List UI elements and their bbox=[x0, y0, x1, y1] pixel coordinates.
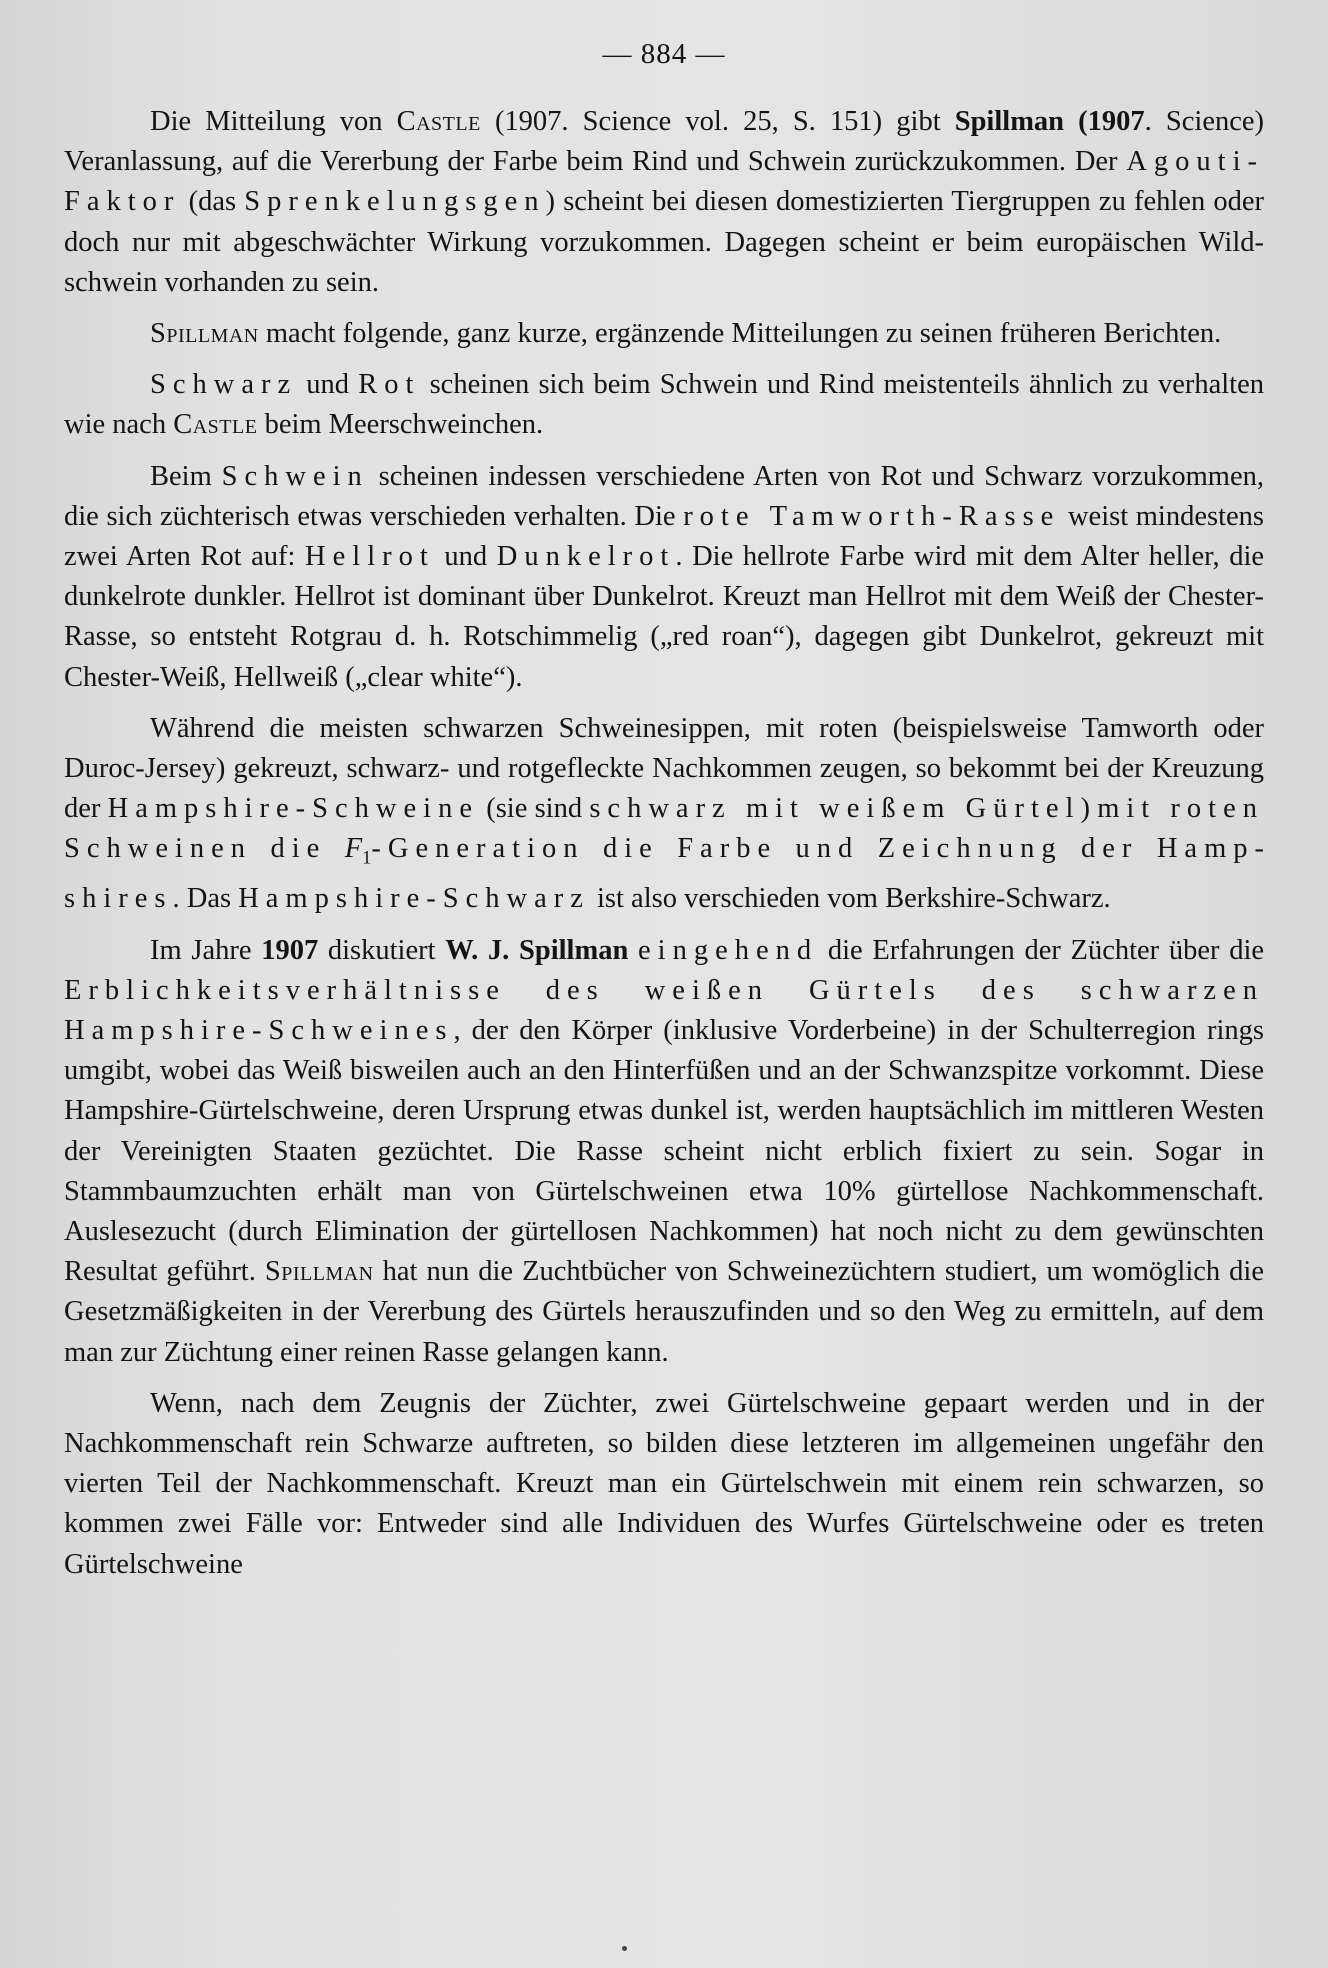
text-run: eingehend bbox=[638, 934, 819, 966]
text-run: Hampshire-Schweine bbox=[107, 793, 479, 825]
text-run: beim Meerschweinchen. bbox=[257, 409, 544, 441]
text-run: Schwein bbox=[221, 460, 369, 492]
text-run: Castle bbox=[173, 409, 258, 441]
text-run bbox=[628, 935, 638, 966]
text-run: -Generation die Farbe und Zeichnung der Hampshires bbox=[64, 833, 1264, 915]
text-run: Castle bbox=[396, 106, 481, 137]
text-run: (sie sind bbox=[478, 793, 590, 825]
text-run: (1907 bbox=[1078, 106, 1145, 137]
text-run: 1907 bbox=[261, 934, 319, 966]
text-run: mit roten Schweinen die bbox=[64, 793, 1264, 865]
text-run: die Erfahrungen der Züchter über die bbox=[818, 934, 1265, 966]
text-run: scheinen indessen verschiedene Arten von Rot und Schwarz vorzukommen, die sich züchterisch etwas verschieden verhalten. Die bbox=[64, 460, 1264, 532]
text-run: scheinen sich beim Schwein und Rind meistenteils ähnlich zu verhalten wie nach bbox=[64, 369, 1264, 441]
text-run: schwarz mit weißem Gürtel bbox=[589, 793, 1081, 825]
text-run: Dunkelrot bbox=[496, 541, 676, 573]
page-number: — 884 — bbox=[602, 38, 726, 70]
text-run: Spillman bbox=[264, 1256, 374, 1288]
paragraph bbox=[64, 1384, 1264, 1585]
text-run: Spillman bbox=[954, 106, 1065, 137]
text-run: macht folgende, ganz kurze, ergänzende Mitteilungen zu seinen früheren Berichten. bbox=[258, 318, 1222, 350]
text-run: Erblichkeitsverhältnisse des weißen Gürtels des schwarzen Hampshire-Schweines bbox=[64, 974, 1264, 1046]
text-run: . Science) Veranlassung, auf die Vererbung der Farbe beim Rind und Schwein zurückzukommen. Der bbox=[64, 106, 1265, 178]
text-run: ) bbox=[1080, 793, 1098, 825]
text-run: . Die hellrote Farbe wird mit dem Alter heller, die dunkelrote dunkler. Hellrot ist dominant über Dunkelrot. Kreuzt man Hellrot mit dem Weiß der Chester-Rasse, so entsteht Rotgrau d. h. Rotschimmelig („red roan“), dagegen gibt Dunkelrot, gekreuzt mit Chester-Weiß, Hellweiß („clear white“). bbox=[64, 541, 1265, 693]
text-run: (das bbox=[180, 186, 245, 218]
text-run: 1 bbox=[362, 848, 372, 870]
text-run: Schwarz bbox=[150, 369, 298, 401]
text-run: Während die meisten schwarzen Schweinesippen, mit roten (beispielsweise Tamworth oder Duroc-Jersey) gekreuzt, schwarz- und rotgefleckte Nachkommen zeugen, so bekommt bei der Kreuzung der bbox=[64, 712, 1264, 825]
text-run: Rot bbox=[358, 369, 421, 401]
text-run: F bbox=[344, 833, 363, 865]
text-run: weist mindestens zwei Arten Rot auf: bbox=[64, 500, 1264, 573]
text-run: diskutiert bbox=[318, 934, 446, 966]
text-run: und bbox=[434, 541, 497, 573]
text-run: Beim bbox=[150, 460, 222, 492]
paragraph bbox=[64, 365, 1264, 445]
text-run: rote Tamworth-Rasse bbox=[683, 500, 1061, 532]
print-speck bbox=[622, 1946, 627, 1951]
text-run: hat nun die Zuchtbücher von Schweinezüchtern studiert, um womöglich die Gesetzmäßigkeiten in der Vererbung des Gürtels herauszufinden und so den Weg zu ermitteln, auf dem man zur Züchtung einer reinen Rasse gelangen kann. bbox=[64, 1256, 1264, 1368]
text-body bbox=[64, 102, 1264, 1596]
text-run: Spillman bbox=[150, 318, 259, 350]
text-run: Hellrot bbox=[305, 541, 435, 573]
paragraph bbox=[64, 931, 1264, 1373]
text-run: Die Mitteilung von bbox=[150, 106, 397, 137]
text-run: , der den Körper (inklusive Vorderbeine) in der Schulterregion rings umgibt, wobei das Weiß bisweilen auch an den Hinterfüßen und an der Schwanzspitze vorkommt. Diese Hampshire-Gürtelschweine, deren Ursprung etwas dunkel ist, werden hauptsächlich im mittleren Westen der Vereinigten Staaten gezüchtet. Die Rasse scheint nicht erblich fixiert zu sein. Sogar in Stammbaumzuchten erhält man von Gürtelschweinen etwa 10% gürtellose Nachkommenschaft. Auslesezucht (durch Elimination der gürtellosen Nachkommen) hat noch nicht zu dem gewünschten Resultat geführt. bbox=[64, 1014, 1264, 1288]
text-run: Wenn, nach dem Zeugnis der Züchter, zwei Gürtelschweine gepaart werden und in der Nachkommenschaft rein Schwarze auftreten, so bilden diese letzteren im allgemeinen ungefähr den vierten Teil der Nachkommenschaft. Kreuzt man ein Gürtelschwein mit einem rein schwarzen, so kommen zwei Fälle vor: Entweder sind alle Individuen des Wurfes Gürtelschweine oder es treten Gürtelschweine bbox=[64, 1387, 1264, 1580]
text-run: ist also verschieden vom Berkshire-Schwarz. bbox=[589, 883, 1111, 915]
text-run: und bbox=[297, 369, 359, 401]
text-run: W. J. Spillman bbox=[445, 934, 629, 966]
paragraph bbox=[64, 102, 1264, 303]
text-run: (1907. Science vol. 25, S. 151) gibt bbox=[480, 106, 955, 137]
text-run: Im Jahre bbox=[150, 934, 262, 966]
paragraph bbox=[64, 314, 1264, 354]
text-run bbox=[1064, 106, 1078, 137]
paragraph bbox=[64, 709, 1264, 920]
text-run: Sprenkelungsgen bbox=[244, 186, 546, 218]
text-run: . Das bbox=[172, 883, 239, 915]
text-run: ) scheint bei diesen domestizierten Tiergruppen zu fehlen oder doch nur mit abgeschwächter Wirkung vorzukommen. Dagegen scheint er beim europäischen Wildschwein vorhanden zu sein. bbox=[64, 186, 1264, 298]
text-run: Agouti-Faktor bbox=[64, 146, 1264, 218]
text-run: Hampshire-Schwarz bbox=[238, 883, 590, 915]
paragraph bbox=[64, 457, 1264, 698]
